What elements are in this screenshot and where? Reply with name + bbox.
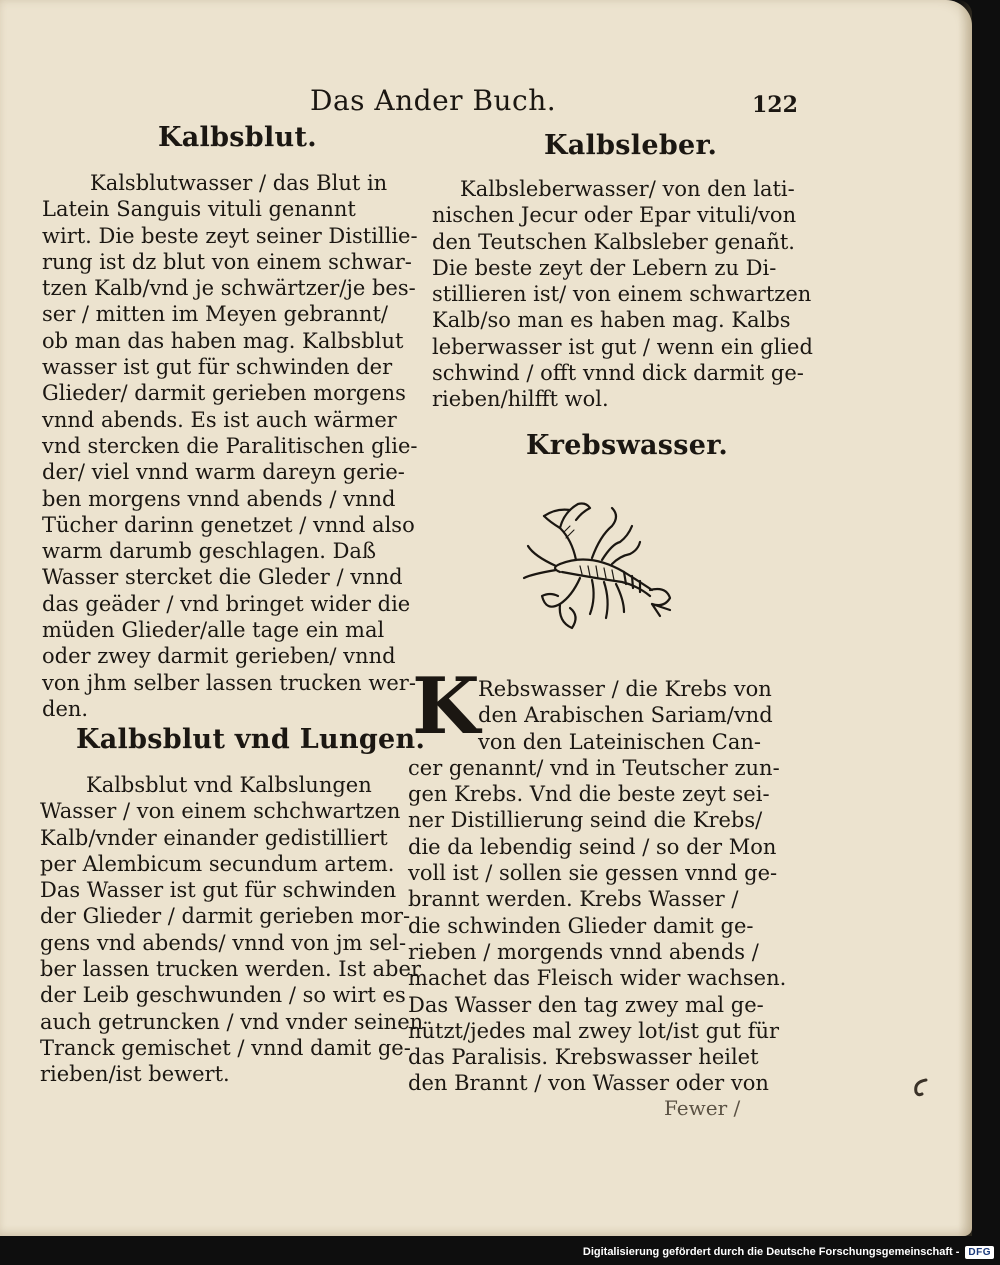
text-line: Kalb/vnder einander gedistilliert	[40, 825, 388, 850]
text-line: ben morgens vnnd abends / vnnd	[42, 486, 396, 511]
text-line: müden Glieder/alle tage ein mal	[42, 618, 385, 643]
text-line: ner Distillierung seind die Krebs/	[408, 808, 763, 833]
footer-text: Digitalisierung gefördert durch die Deutsche Forschungsgemeinschaft -	[582, 1246, 960, 1258]
page-number: 122	[752, 92, 798, 118]
text-line: Tücher darinn genetzet / vnnd also	[42, 512, 415, 537]
text-line: die da lebendig seind / so der Mon	[408, 834, 777, 859]
heading-kalbsblut: Kalbsblut.	[158, 122, 317, 153]
text-line: vnnd abends. Es ist auch wärmer	[42, 407, 397, 432]
digitization-footer	[583, 1243, 994, 1261]
text-line: ob man das haben mag. Kalbsblut	[42, 328, 404, 353]
text-line: ber lassen trucken werden. Ist aber	[40, 957, 421, 982]
text-line: Das Wasser ist gut für schwinden	[40, 878, 397, 903]
text-line: machet das Fleisch wider wachsen.	[408, 966, 787, 991]
text-line: oder zwey darmit gerieben/ vnnd	[42, 644, 396, 669]
text-line: Kalbsleberwasser/ von den lati-	[460, 177, 795, 201]
text-line: cer genannt/ vnd in Teutscher zun-	[408, 755, 780, 780]
paragraph-krebswasser	[408, 676, 787, 1097]
text-line: rieben/hilfft wol.	[432, 387, 609, 412]
paragraph-kalbsblut-lungen	[40, 772, 424, 1088]
decorated-initial: K	[412, 661, 480, 752]
text-line: der Glieder / darmit gerieben mor-	[40, 904, 411, 929]
text-line: das Paralisis. Krebswasser heilet	[408, 1045, 759, 1070]
text-line: wirt. Die beste zeyt seiner Distillie-	[42, 223, 418, 248]
text-line: tzen Kalb/vnd je schwärtzer/je bes-	[42, 276, 416, 301]
text-line: den Brannt / von Wasser oder von	[408, 1071, 769, 1096]
text-line: Kalbsblut vnd Kalbslungen	[86, 773, 372, 797]
text-line: gens vnd abends/ vnnd von jm sel-	[40, 930, 407, 955]
text-line: gen Krebs. Vnd die beste zeyt sei-	[408, 782, 770, 807]
text-line: die schwinden Glieder damit ge-	[408, 913, 754, 938]
text-line: ser / mitten im Meyen gebrannt/	[42, 302, 388, 327]
text-line: rieben / morgends vnnd abends /	[408, 939, 759, 964]
text-line: vnd stercken die Paralitischen glie-	[42, 433, 418, 458]
crayfish-woodcut-illustration	[520, 486, 680, 646]
text-line: Wasser stercket die Gleder / vnnd	[42, 565, 403, 590]
text-line: Rebswasser / die Krebs von	[478, 677, 772, 701]
text-line: Glieder/ darmit gerieben morgens	[42, 381, 406, 406]
text-line: Latein Sanguis vituli genannt	[42, 197, 356, 222]
text-line: schwind / offt vnnd dick darmit ge-	[432, 361, 804, 386]
text-line: rieben/ist bewert.	[40, 1062, 230, 1087]
dfg-logo: DFG	[965, 1246, 994, 1259]
text-line: leberwasser ist gut / wenn ein glied	[432, 334, 813, 359]
heading-kalbsleber: Kalbsleber.	[544, 130, 718, 161]
heading-krebswasser: Krebswasser.	[526, 430, 729, 461]
text-line: von den Lateinischen Can-	[478, 729, 761, 754]
running-head: Das Ander Buch.	[310, 84, 557, 117]
text-line: Das Wasser den tag zwey mal ge-	[408, 992, 764, 1017]
text-line: Kalb/so man es haben mag. Kalbs	[432, 308, 791, 333]
text-line: brannt werden. Krebs Wasser /	[408, 887, 739, 912]
text-line: Kalsblutwasser / das Blut in	[90, 171, 388, 195]
text-line: das geäder / vnd bringet wider die	[42, 591, 411, 616]
text-line: Tranck gemischet / vnnd damit ge-	[40, 1035, 411, 1060]
text-line: auch getruncken / vnd vnder seinen	[40, 1009, 424, 1034]
text-line: nützt/jedes mal zwey lot/ist gut für	[408, 1018, 780, 1043]
text-line: von jhm selber lassen trucken wer-	[42, 670, 416, 695]
catchword: Fewer /	[664, 1096, 741, 1120]
paragraph-kalbsleber	[432, 176, 813, 413]
text-line: stillieren ist/ von einem schwartzen	[432, 282, 812, 307]
text-line: voll ist / sollen sie gessen vnnd ge-	[408, 861, 778, 886]
text-line: der/ viel vnnd warm dareyn gerie-	[42, 460, 405, 485]
text-line: Die beste zeyt der Lebern zu Di-	[432, 255, 777, 280]
text-line: den Teutschen Kalbsleber genañt.	[432, 229, 795, 254]
heading-kalbsblut-lungen: Kalbsblut vnd Lungen.	[76, 724, 426, 755]
text-line: warm darumb geschlagen. Daß	[42, 539, 376, 564]
text-line: wasser ist gut für schwinden der	[42, 355, 393, 380]
ink-stain-mark	[910, 1076, 932, 1098]
text-line: nischen Jecur oder Epar vituli/von	[432, 203, 797, 228]
text-line: den Arabischen Sariam/vnd	[478, 703, 773, 728]
paragraph-kalbsblut	[42, 170, 418, 722]
text-line: der Leib geschwunden / so wirt es	[40, 983, 406, 1008]
text-line: rung ist dz blut von einem schwar-	[42, 249, 412, 274]
text-line: den.	[42, 696, 89, 721]
text-line: Wasser / von einem schchwartzen	[40, 799, 401, 824]
text-line: per Alembicum secundum artem.	[40, 851, 395, 876]
